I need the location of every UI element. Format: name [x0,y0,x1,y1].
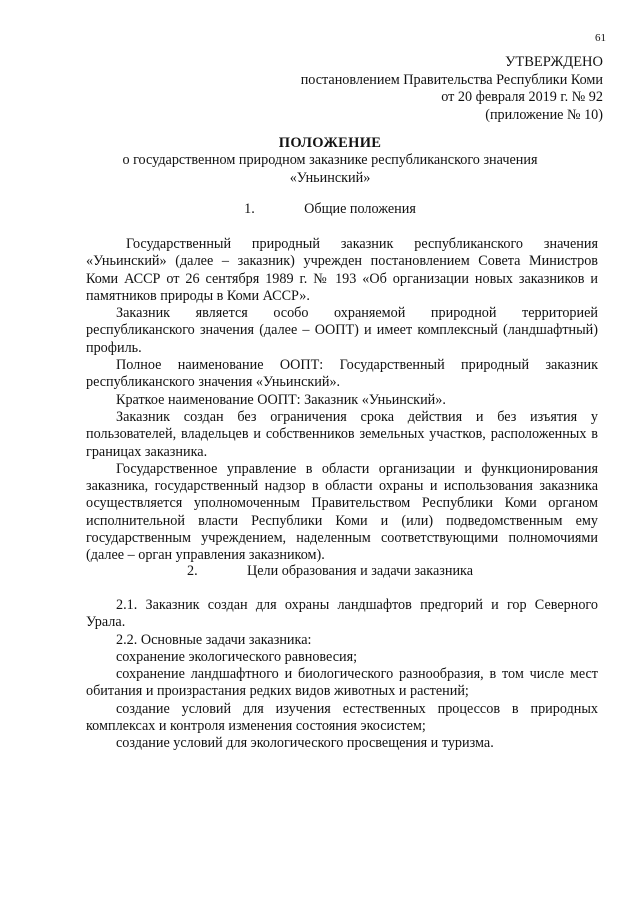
section-1-paragraph-2: Заказник является особо охраняемой природной территорией республиканского значения (далее – ООПТ) и имеет комплексный (ландшафтный) профиль. [86,305,598,356]
approval-resolution: постановлением Правительства Республики Коми [300,71,603,88]
section-1-paragraph-1: Государственный природный заказник республиканского значения «Уньинский» (далее – заказник) учрежден постановлением Совета Министров Коми АССР от 26 сентября 1989 г. № 193 «Об организации новых заказников и памятников природы в Коми АССР». [86,236,598,304]
section-1-heading [60,201,600,218]
section-2-heading [60,563,600,580]
section-2-title: Цели образования и задачи заказника [246,563,474,579]
section-2-number: 2. [186,563,198,579]
document-title: ПОЛОЖЕНИЕ [278,135,382,151]
section-1-paragraph-6: Государственное управление в области организации и функционирования заказника, государственный надзор в области охраны и использования заказника осуществляется уполномоченным Правительством Республики Коми органом исполнительной власти Республики Коми и (или) подведомственным ему государственным учреждением, наделенным соответствующими полномочиями (далее – орган управления заказником). [86,460,598,564]
approval-appendix: (приложение № 10) [485,106,603,123]
approval-stamp-word: УТВЕРЖДЕНО [505,54,603,70]
section-1-title: Общие положения [304,201,416,217]
section-1-paragraph-4: Краткое наименование ООПТ: Заказник «Уньинский». [116,391,446,408]
section-2-task-2: сохранение ландшафтного и биологического разнообразия, в том числе мест обитания и произрастания редких видов животных и растений; [86,666,598,700]
section-2-task-4: создание условий для экологического просвещения и туризма. [116,735,494,752]
page-number: 61 [595,32,606,44]
approval-date: от 20 февраля 2019 г. № 92 [441,89,603,105]
section-2-paragraph-1: 2.1. Заказник создан для охраны ландшафтов предгорий и гор Северного Урала. [86,597,598,631]
section-2-paragraph-2: 2.2. Основные задачи заказника: [116,631,312,648]
approval-block [301,54,603,124]
document-subtitle-line1: о государственном природном заказнике республиканского значения [122,152,538,169]
section-1-paragraph-3: Полное наименование ООПТ: Государственный природный заказник республиканского значения «Уньинский». [86,357,598,391]
document-title-block [60,135,600,187]
section-1-number: 1. [244,201,255,217]
document-subtitle-line2: «Уньинский» [289,169,371,186]
section-2-task-3: создание условий для изучения естественных процессов в природных комплексах и контроля изменения состояния экосистем; [86,700,598,735]
section-1-body [86,236,598,565]
section-2-task-1: сохранение экологического равновесия; [116,648,358,665]
section-2-body [86,597,598,753]
section-1-paragraph-5: Заказник создан без ограничения срока действия и без изъятия у пользователей, владельцев и собственников земельных участков, расположенных в границах заказника. [86,408,598,460]
